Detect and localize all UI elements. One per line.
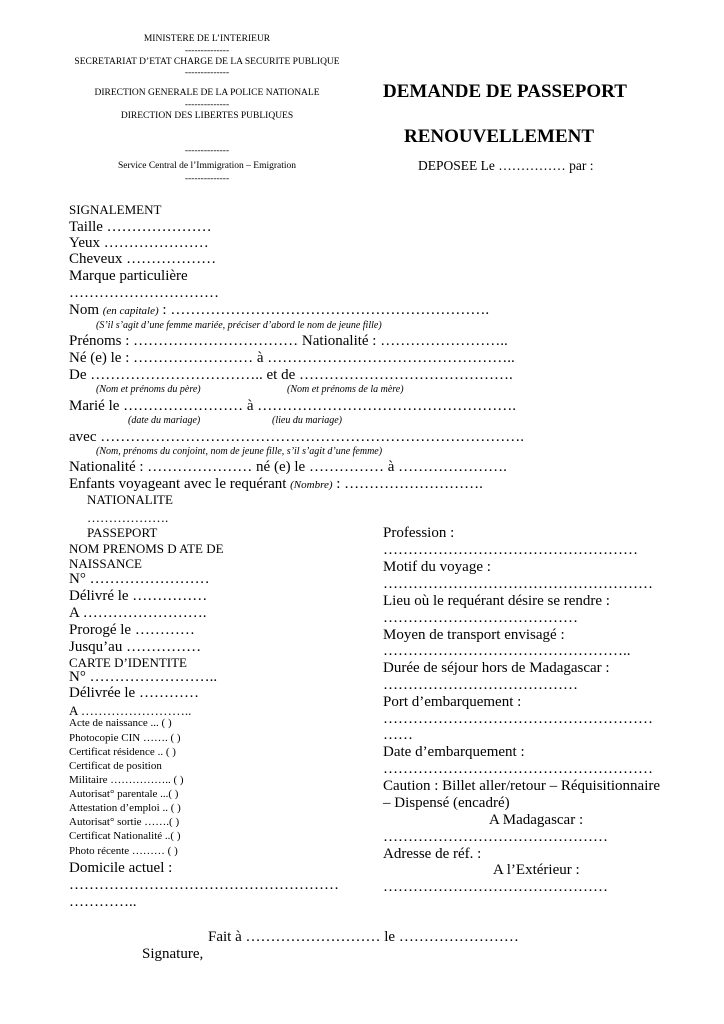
delivre-a-field[interactable]: A ……………………. [69, 605, 207, 621]
doc-autorisation-parentale[interactable]: Autorisat° parentale ...( ) [69, 788, 179, 800]
separator: -------------- [184, 146, 230, 156]
jusqu-field[interactable]: Jusqu’au …………… [69, 639, 202, 655]
moyen-field[interactable]: ………………………………………….. [383, 643, 631, 659]
caution-line-2: – Dispensé (encadré) [383, 795, 510, 811]
nationalite-ne-field[interactable]: Nationalité : ………………… né (e) le …………… à …………………. [69, 459, 507, 475]
direction-libertes-label: DIRECTION DES LIBERTES PUBLIQUES [120, 111, 294, 121]
motif-field[interactable]: ……………………………………………… [383, 576, 653, 592]
nom-note: (en capitale) [102, 305, 159, 317]
carte-no-field[interactable]: N° …………………….. [69, 669, 218, 685]
proroge-field[interactable]: Prorogé le ………… [69, 622, 195, 638]
cheveux-field[interactable]: Cheveux ……………… [69, 251, 217, 267]
nom-prenoms-heading-2: NAISSANCE [69, 556, 142, 571]
a-madagascar-label: A Madagascar : [489, 812, 584, 828]
domicile-label: Domicile actuel : [69, 860, 173, 876]
profession-label: Profession : [383, 525, 455, 541]
yeux-field[interactable]: Yeux ………………… [69, 235, 209, 251]
secretariat-label: SECRETARIAT D’ETAT CHARGE DE LA SECURITE PUBLIQUE [74, 57, 340, 67]
nom-prenoms-heading-1: NOM PRENOMS D ATE DE [69, 541, 224, 556]
passeport-no-field[interactable]: N° …………………… [69, 571, 210, 587]
deposee-par-label: par : [569, 158, 594, 173]
marque-field[interactable]: ………………………… [69, 285, 219, 301]
ministry-label: MINISTERE DE L’INTERIEUR [143, 34, 271, 44]
port-label: Port d’embarquement : [383, 694, 522, 710]
carte-heading: CARTE D’IDENTITE [69, 655, 187, 670]
lieu-mariage-note: (lieu du mariage) [272, 415, 342, 426]
conjoint-note: (Nom, prénoms du conjoint, nom de jeune fille, s’il s’agit d’une femme) [96, 446, 383, 457]
nationalite-caps-field[interactable]: ………………. [87, 510, 169, 525]
nom-label: Nom [69, 302, 99, 318]
conjoint-field[interactable]: avec …………………………………………………………………………. [69, 429, 524, 445]
deposee-label: DEPOSEE Le [418, 158, 495, 173]
caution-line-1: Caution : Billet aller/retour – Réquisitionnaire [383, 778, 661, 794]
marie-field[interactable]: Marié le …………………… à ……………………………………………. [69, 398, 517, 414]
enfants-label: Enfants voyageant avec le requérant [69, 476, 287, 492]
lieu-field[interactable]: ………………………………… [383, 610, 578, 626]
exterieur-field[interactable]: ……………………………………… [383, 879, 608, 895]
duree-field[interactable]: ………………………………… [383, 677, 578, 693]
marque-label: Marque particulière [69, 268, 188, 284]
parents-field[interactable]: De …………………………….. et de ……………………………………. [69, 367, 513, 383]
fait-field[interactable]: Fait à ……………………… le …………………… [208, 929, 519, 945]
delivre-field[interactable]: Délivré le …………… [69, 588, 208, 604]
separator: -------------- [184, 100, 230, 110]
pere-note: (Nom et prénoms du père) [96, 384, 201, 395]
delivree-field[interactable]: Délivrée le ………… [69, 685, 199, 701]
domicile-field-1[interactable]: ……………………………………………… [69, 877, 339, 893]
duree-label: Durée de séjour hors de Madagascar : [383, 660, 610, 676]
nom-field[interactable]: : ………………………………………………………. [162, 302, 490, 318]
signalement-heading: SIGNALEMENT [69, 202, 162, 217]
date-field[interactable]: ……………………………………………… [383, 761, 653, 777]
doc-certificat-position: Certificat de position [69, 760, 162, 772]
separator: -------------- [184, 46, 230, 56]
nom-hint: (S’il s’agit d’une femme mariée, préciser d’abord le nom de jeune fille) [96, 320, 382, 331]
date-label: Date d’embarquement : [383, 744, 525, 760]
doc-photocopie-cin[interactable]: Photocopie CIN ……. ( ) [69, 732, 181, 744]
doc-militaire[interactable]: Militaire …………….. ( ) [69, 774, 184, 786]
passeport-heading: PASSEPORT [87, 525, 158, 540]
doc-certificat-nationalite[interactable]: Certificat Nationalité ..( ) [69, 830, 181, 842]
signature-label: Signature, [142, 946, 204, 962]
doc-autorisation-sortie[interactable]: Autorisat° sortie …….( ) [69, 816, 180, 828]
profession-field[interactable]: …………………………………………… [383, 542, 638, 558]
deposee-line [418, 158, 594, 174]
moyen-label: Moyen de transport envisagé : [383, 627, 565, 643]
enfants-note: (Nombre) [290, 479, 333, 491]
deposee-date-field[interactable]: …………… [498, 158, 566, 173]
lieu-label: Lieu où le requérant désire se rendre : [383, 593, 610, 609]
enfants-line[interactable] [69, 476, 483, 493]
doc-attestation-emploi[interactable]: Attestation d’emploi .. ( ) [69, 802, 181, 814]
doc-acte-naissance[interactable]: Acte de naissance ... ( ) [69, 717, 172, 729]
prenoms-nationalite-field[interactable]: Prénoms : …………………………… Nationalité : …………………….. [69, 333, 508, 349]
port-field-2[interactable]: …… [383, 727, 413, 743]
taille-field[interactable]: Taille ………………… [69, 219, 212, 235]
separator: -------------- [184, 174, 230, 184]
motif-label: Motif du voyage : [383, 559, 491, 575]
ne-le-field[interactable]: Né (e) le : …………………… à ………………………………………….. [69, 350, 515, 366]
enfants-field[interactable]: : ………………………. [336, 476, 483, 492]
nom-line[interactable] [69, 302, 489, 319]
adresse-label: Adresse de réf. : [383, 846, 482, 862]
carte-a-field[interactable]: A …………………….. [69, 703, 192, 718]
doc-certificat-residence[interactable]: Certificat résidence .. ( ) [69, 746, 176, 758]
nationalite-caps-label: NATIONALITE [87, 492, 173, 507]
direction-police-label: DIRECTION GENERALE DE LA POLICE NATIONALE [94, 88, 320, 98]
domicile-field-2[interactable]: ………….. [69, 894, 137, 910]
form-subtitle: RENOUVELLEMENT [404, 126, 595, 147]
date-mariage-note: (date du mariage) [128, 415, 201, 426]
separator: -------------- [184, 68, 230, 78]
service-label: Service Central de l’Immigration – Emigration [117, 161, 297, 171]
port-field-1[interactable]: ……………………………………………… [383, 711, 653, 727]
a-madagascar-field[interactable]: ……………………………………… [383, 829, 608, 845]
form-title: DEMANDE DE PASSEPORT [383, 81, 627, 102]
exterieur-label: A l’Extérieur : [493, 862, 580, 878]
mere-note: (Nom et prénoms de la mère) [287, 384, 404, 395]
doc-photo-recente[interactable]: Photo récente ……… ( ) [69, 845, 178, 857]
